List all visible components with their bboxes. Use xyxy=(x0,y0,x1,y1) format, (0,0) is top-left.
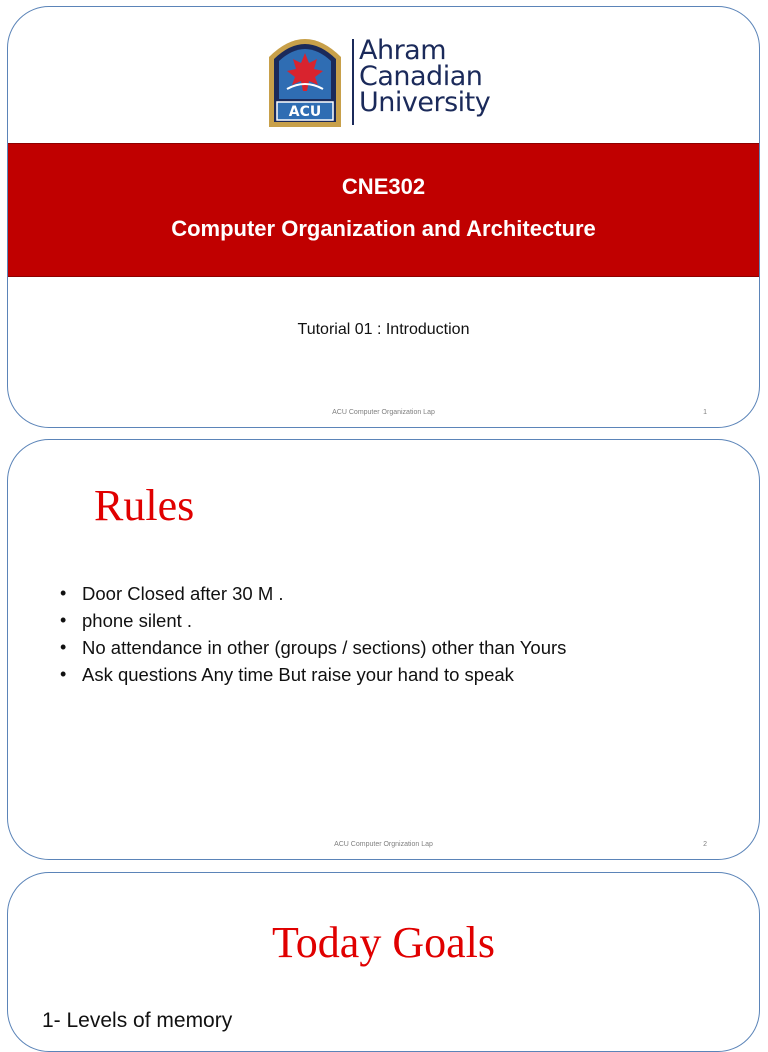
slide-title: Rules xyxy=(94,481,195,530)
slide-footer: ACU Computer Orgnization Lap xyxy=(334,841,433,848)
university-logo xyxy=(263,27,513,131)
logo-line-2: Canadian xyxy=(359,61,483,92)
logo-line-3: University xyxy=(359,87,491,118)
logo-divider xyxy=(352,39,354,125)
rules-list xyxy=(60,580,566,688)
logo-line-1: Ahram xyxy=(359,35,447,66)
goals-first-item: 1- Levels of memory xyxy=(42,1009,233,1032)
list-item: • No attendance in other (groups / sections) other than Yours xyxy=(60,634,566,661)
list-item: • Door Closed after 30 M . xyxy=(60,580,566,607)
slide-number: 1 xyxy=(703,409,707,416)
title-band xyxy=(8,143,759,277)
list-item: • phone silent . xyxy=(60,607,566,634)
slide-1 xyxy=(7,6,760,428)
slide-2 xyxy=(7,439,760,860)
slide-title: Today Goals xyxy=(272,918,495,967)
course-name: Computer Organization and Architecture xyxy=(171,216,596,241)
slide-footer: ACU Computer Organization Lap xyxy=(332,409,435,416)
slide-number: 2 xyxy=(703,841,707,848)
crest-text: ACU xyxy=(288,104,322,120)
slide-3 xyxy=(7,872,760,1052)
logo-wordmark xyxy=(359,35,491,118)
university-crest-icon xyxy=(263,27,347,131)
course-code: CNE302 xyxy=(341,174,426,199)
slide-subtitle: Tutorial 01 : Introduction xyxy=(297,321,470,338)
list-item: • Ask questions Any time But raise your hand to speak xyxy=(60,661,566,688)
